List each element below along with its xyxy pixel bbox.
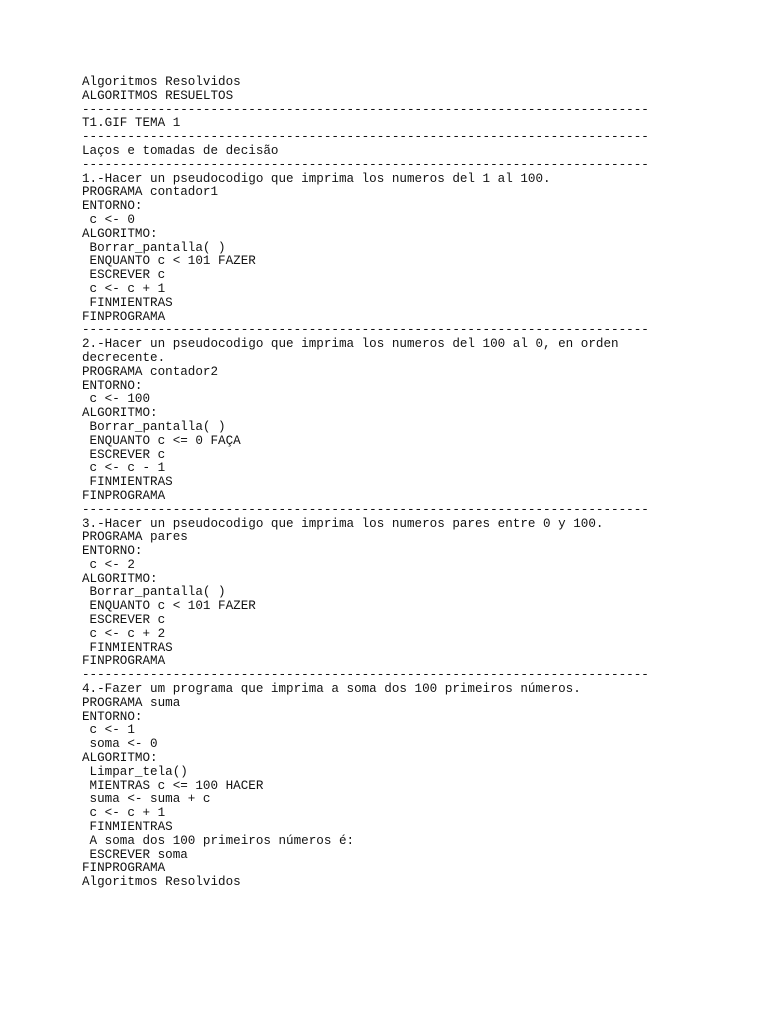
code-line: Borrar_pantalla( ) — [82, 585, 226, 600]
exercise-2-statement-continued: decrecente. — [82, 350, 166, 365]
separator-line: --------------------------------------------------------------------------- — [82, 668, 649, 683]
code-line: Limpar_tela() — [82, 764, 188, 779]
code-line: ALGORITMO: — [82, 751, 158, 766]
code-line: FINMIENTRAS — [82, 640, 173, 655]
code-line: PROGRAMA contador1 — [82, 185, 219, 200]
code-line: ENQUANTO c < 101 FAZER — [82, 599, 256, 614]
separator-line: --------------------------------------------------------------------------- — [82, 157, 649, 172]
code-line: Borrar_pantalla( ) — [82, 419, 226, 434]
code-line: ESCREVER c — [82, 268, 166, 283]
code-line: ENTORNO: — [82, 378, 143, 393]
code-line: FINMIENTRAS — [82, 475, 173, 490]
topic-heading: T1.GIF TEMA 1 — [82, 116, 181, 131]
code-line: MIENTRAS c <= 100 HACER — [82, 778, 264, 793]
code-line: c <- 0 — [82, 212, 135, 227]
code-line: ESCREVER soma — [82, 847, 188, 862]
code-line: c <- 2 — [82, 557, 135, 572]
section-heading: Laços e tomadas de decisão — [82, 143, 279, 158]
code-line: c <- c + 1 — [82, 806, 166, 821]
separator-line: --------------------------------------------------------------------------- — [82, 102, 649, 117]
code-line: FINMIENTRAS — [82, 820, 173, 835]
separator-line: --------------------------------------------------------------------------- — [82, 502, 649, 517]
code-line: ENTORNO: — [82, 544, 143, 559]
code-line: ESCREVER c — [82, 447, 166, 462]
code-line: ESCREVER c — [82, 613, 166, 628]
document-page — [82, 76, 682, 890]
code-line: c <- c + 1 — [82, 281, 166, 296]
code-line: soma <- 0 — [82, 737, 158, 752]
code-line: PROGRAMA pares — [82, 530, 188, 545]
code-line: ALGORITMO: — [82, 571, 158, 586]
code-line: ENQUANTO c < 101 FAZER — [82, 254, 256, 269]
code-line: FINMIENTRAS — [82, 295, 173, 310]
code-line: FINPROGRAMA — [82, 861, 166, 876]
code-line: PROGRAMA contador2 — [82, 364, 219, 379]
code-line: c <- 100 — [82, 392, 151, 407]
code-line: FINPROGRAMA — [82, 309, 166, 324]
separator-line: --------------------------------------------------------------------------- — [82, 130, 649, 145]
code-line: ENQUANTO c <= 0 FAÇA — [82, 433, 241, 448]
code-line: A soma dos 100 primeiros números é: — [82, 833, 355, 848]
document-title: Algoritmos Resolvidos — [82, 75, 241, 89]
code-line: FINPROGRAMA — [82, 654, 166, 669]
code-line: c <- 1 — [82, 723, 135, 738]
code-line: ALGORITMO: — [82, 406, 158, 421]
document-footer: Algoritmos Resolvidos — [82, 875, 241, 890]
separator-line: --------------------------------------------------------------------------- — [82, 323, 649, 338]
code-line: c <- c + 2 — [82, 626, 166, 641]
exercise-2-statement: 2.-Hacer un pseudocodigo que imprima los numeros del 100 al 0, en orden — [82, 337, 619, 352]
code-line: ALGORITMO: — [82, 226, 158, 241]
code-line: c <- c - 1 — [82, 461, 166, 476]
exercise-3-statement: 3.-Hacer un pseudocodigo que imprima los numeros pares entre 0 y 100. — [82, 516, 604, 531]
code-line: suma <- suma + c — [82, 792, 211, 807]
code-line: PROGRAMA suma — [82, 695, 181, 710]
exercise-4-statement: 4.-Fazer um programa que imprima a soma dos 100 primeiros números. — [82, 682, 581, 697]
code-line: ENTORNO: — [82, 709, 143, 724]
code-line: Borrar_pantalla( ) — [82, 240, 226, 255]
code-line: FINPROGRAMA — [82, 488, 166, 503]
exercise-1-statement: 1.-Hacer un pseudocodigo que imprima los numeros del 1 al 100. — [82, 171, 551, 186]
code-line: ENTORNO: — [82, 199, 143, 214]
document-subtitle: ALGORITMOS RESUELTOS — [82, 88, 234, 103]
